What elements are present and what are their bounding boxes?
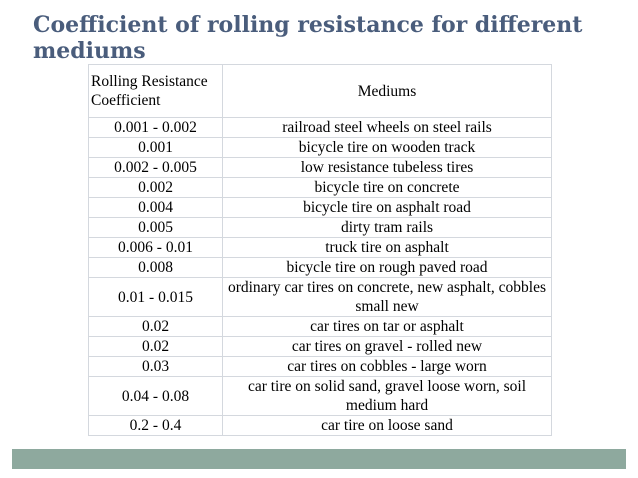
- medium-cell: dirty tram rails: [223, 218, 552, 238]
- rolling-resistance-table: [88, 64, 552, 436]
- medium-cell: bicycle tire on asphalt road: [223, 198, 552, 218]
- table-row: [89, 178, 552, 198]
- coefficient-cell: 0.2 - 0.4: [89, 416, 223, 436]
- coefficient-cell: 0.04 - 0.08: [89, 377, 223, 416]
- coefficient-cell: 0.002: [89, 178, 223, 198]
- column-header-medium: Mediums: [223, 65, 552, 118]
- coefficient-cell: 0.001 - 0.002: [89, 118, 223, 138]
- medium-cell: ordinary car tires on concrete, new asphalt, cobbles small new: [223, 278, 552, 317]
- medium-cell: bicycle tire on rough paved road: [223, 258, 552, 278]
- header-row: [89, 65, 552, 118]
- column-header-coefficient: Rolling Resistance Coefficient: [89, 65, 223, 118]
- medium-cell: truck tire on asphalt: [223, 238, 552, 258]
- medium-cell: car tires on tar or asphalt: [223, 317, 552, 337]
- coefficient-cell: 0.008: [89, 258, 223, 278]
- coefficient-cell: 0.004: [89, 198, 223, 218]
- table-row: [89, 198, 552, 218]
- medium-cell: bicycle tire on concrete: [223, 178, 552, 198]
- table-row: [89, 278, 552, 317]
- medium-cell: car tire on loose sand: [223, 416, 552, 436]
- table-row: [89, 337, 552, 357]
- table-row: [89, 138, 552, 158]
- table-row: [89, 218, 552, 238]
- table-row: [89, 258, 552, 278]
- medium-cell: car tires on gravel - rolled new: [223, 337, 552, 357]
- table-row: [89, 118, 552, 138]
- coefficient-cell: 0.001: [89, 138, 223, 158]
- coefficient-cell: 0.006 - 0.01: [89, 238, 223, 258]
- table-row: [89, 317, 552, 337]
- medium-cell: railroad steel wheels on steel rails: [223, 118, 552, 138]
- table-row: [89, 416, 552, 436]
- rolling-resistance-table-container: [88, 64, 551, 436]
- coefficient-cell: 0.02: [89, 317, 223, 337]
- medium-cell: car tire on solid sand, gravel loose worn, soil medium hard: [223, 377, 552, 416]
- coefficient-cell: 0.005: [89, 218, 223, 238]
- coefficient-cell: 0.02: [89, 337, 223, 357]
- coefficient-cell: 0.01 - 0.015: [89, 278, 223, 317]
- table-header: [89, 65, 552, 118]
- medium-cell: bicycle tire on wooden track: [223, 138, 552, 158]
- footer-band: [12, 449, 626, 469]
- table-row: [89, 377, 552, 416]
- medium-cell: low resistance tubeless tires: [223, 158, 552, 178]
- table-row: [89, 158, 552, 178]
- slide-title: Coefficient of rolling resistance for different mediums: [33, 12, 583, 64]
- table-row: [89, 238, 552, 258]
- table-row: [89, 357, 552, 377]
- coefficient-cell: 0.002 - 0.005: [89, 158, 223, 178]
- coefficient-cell: 0.03: [89, 357, 223, 377]
- medium-cell: car tires on cobbles - large worn: [223, 357, 552, 377]
